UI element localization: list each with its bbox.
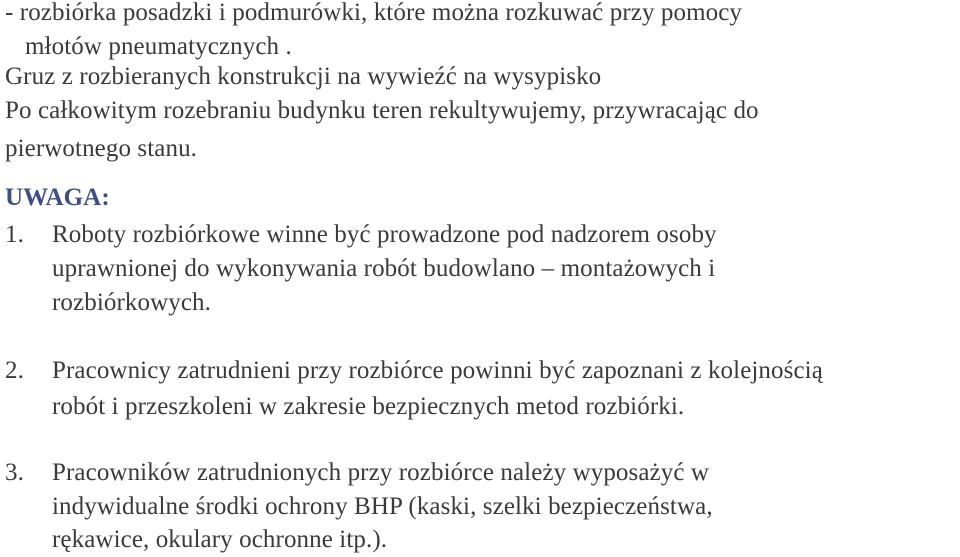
item-2-number: 2.: [5, 357, 24, 384]
intro-line-2: młotów pneumatycznych .: [25, 33, 292, 60]
item-1-line-3: rozbiórkowych.: [52, 289, 211, 316]
item-1-line-1: Roboty rozbiórkowe winne być prowadzone pod nadzorem osoby: [52, 221, 717, 248]
intro-line-3: Gruz z rozbieranych konstrukcji na wywieźć na wysypisko: [5, 63, 602, 90]
intro-line-1: - rozbiórka posadzki i podmurówki, które można rozkuwać przy pomocy: [5, 0, 743, 26]
intro-line-4: Po całkowitym rozebraniu budynku teren rekultywujemy, przywracając do: [5, 97, 759, 124]
warning-heading: UWAGA:: [5, 184, 110, 211]
item-1-number: 1.: [5, 221, 24, 248]
item-3-number: 3.: [5, 459, 24, 486]
item-2-line-2: robót i przeszkoleni w zakresie bezpiecznych metod rozbiórki.: [52, 393, 685, 420]
item-3-line-1: Pracowników zatrudnionych przy rozbiórce należy wyposażyć w: [52, 459, 710, 486]
item-3-line-2: indywidualne środki ochrony BHP (kaski, szelki bezpieczeństwa,: [52, 493, 713, 520]
item-1-line-2: uprawnionej do wykonywania robót budowlano – montażowych i: [52, 255, 716, 282]
item-2-line-1: Pracownicy zatrudnieni przy rozbiórce powinni być zapoznani z kolejnością: [52, 357, 823, 384]
intro-line-5: pierwotnego stanu.: [5, 135, 198, 162]
item-3-line-3: rękawice, okulary ochronne itp.).: [52, 526, 388, 553]
